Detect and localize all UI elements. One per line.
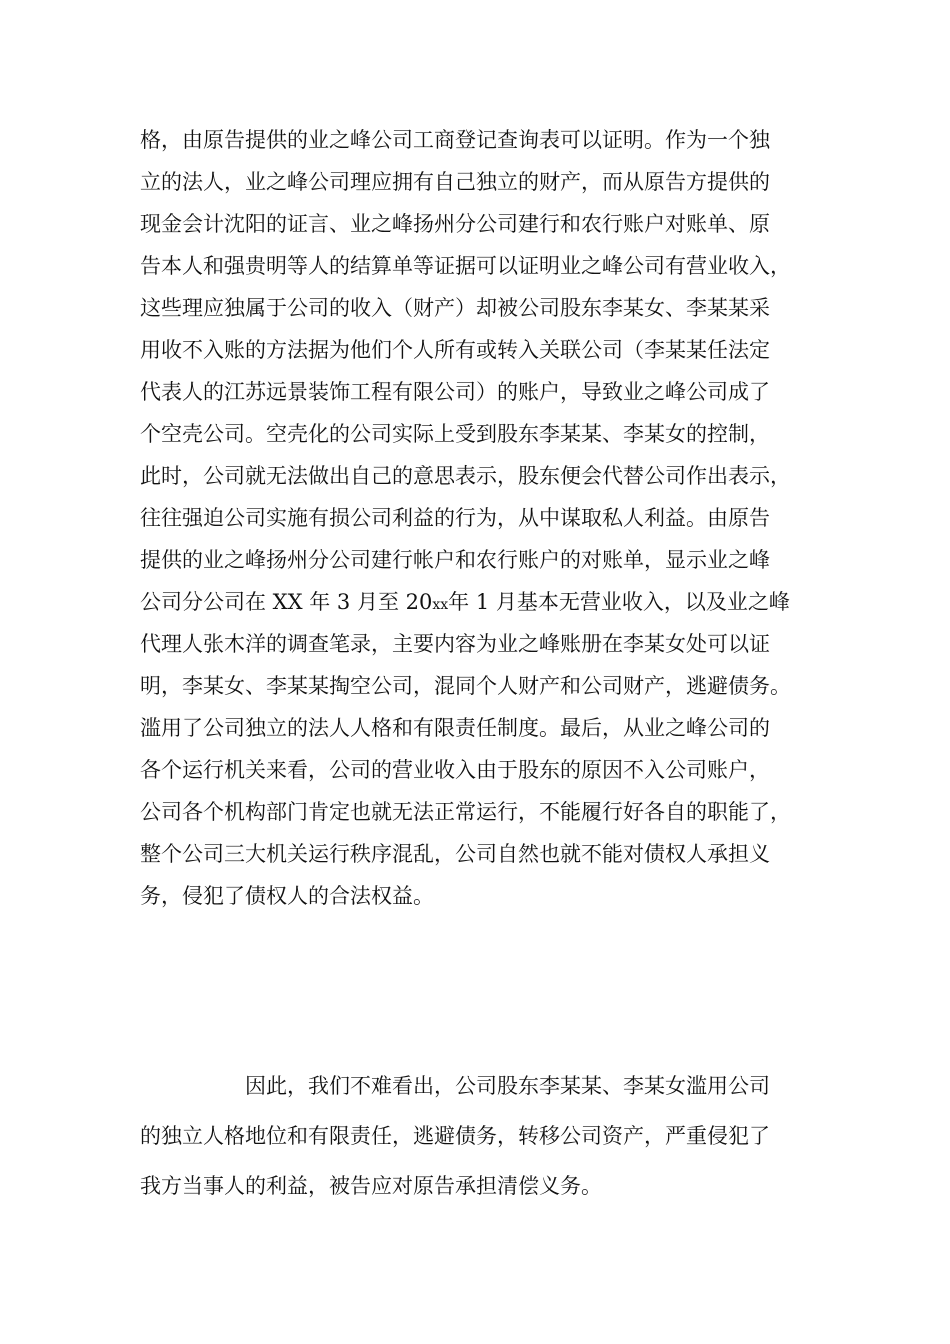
text-line: 因此，我们不难看出，公司股东李某某、李某女滥用公司: [245, 1074, 770, 1098]
text-line: 现金会计沈阳的证言、业之峰扬州分公司建行和农行账户对账单、原: [140, 212, 770, 236]
text-line: 用收不入账的方法据为他们个人所有或转入关联公司（李某某任法定: [140, 338, 770, 362]
text-segment: 年 1 月基本无营业收入，以及业之峰: [448, 590, 790, 614]
text-line: 个空壳公司。空壳化的公司实际上受到股东李某某、李某女的控制，: [140, 422, 770, 446]
text-line: 提供的业之峰扬州分公司建行帐户和农行账户的对账单，显示业之峰: [140, 548, 770, 572]
text-line: 代理人张木洋的调查笔录，主要内容为业之峰账册在李某女处可以证: [140, 632, 770, 656]
text-line: [140, 587, 790, 617]
text-line: 往往强迫公司实施有损公司利益的行为，从中谋取私人利益。由原告: [140, 506, 770, 530]
text-line: 立的法人，业之峰公司理应拥有自己独立的财产，而从原告方提供的: [140, 170, 770, 194]
text-line: 这些理应独属于公司的收入（财产）却被公司股东李某女、李某某采: [140, 296, 770, 320]
text-line: 务，侵犯了债权人的合法权益。: [140, 884, 434, 908]
text-line: 滥用了公司独立的法人人格和有限责任制度。最后，从业之峰公司的: [140, 716, 770, 740]
text-line: 格，由原告提供的业之峰公司工商登记查询表可以证明。作为一个独: [140, 128, 770, 152]
text-line: 各个运行机关来看，公司的营业收入由于股东的原因不入公司账户，: [140, 758, 770, 782]
text-segment-small: xx: [432, 597, 449, 613]
text-line: 代表人的江苏远景装饰工程有限公司）的账户，导致业之峰公司成了: [140, 380, 770, 404]
text-line: 我方当事人的利益，被告应对原告承担清偿义务。: [140, 1174, 602, 1198]
text-line: 公司各个机构部门肯定也就无法正常运行，不能履行好各自的职能了，: [140, 800, 791, 824]
text-line: 此时，公司就无法做出自己的意思表示，股东便会代替公司作出表示，: [140, 464, 791, 488]
text-segment: 公司分公司在 XX 年 3 月至 20: [140, 590, 433, 614]
text-line: 告本人和强贵明等人的结算单等证据可以证明业之峰公司有营业收入，: [140, 254, 791, 278]
text-line: 的独立人格地位和有限责任，逃避债务，转移公司资产，严重侵犯了: [140, 1124, 770, 1148]
text-line: 明，李某女、李某某掏空公司，混同个人财产和公司财产，逃避债务。: [140, 674, 791, 698]
text-line: 整个公司三大机关运行秩序混乱，公司自然也就不能对债权人承担义: [140, 842, 770, 866]
